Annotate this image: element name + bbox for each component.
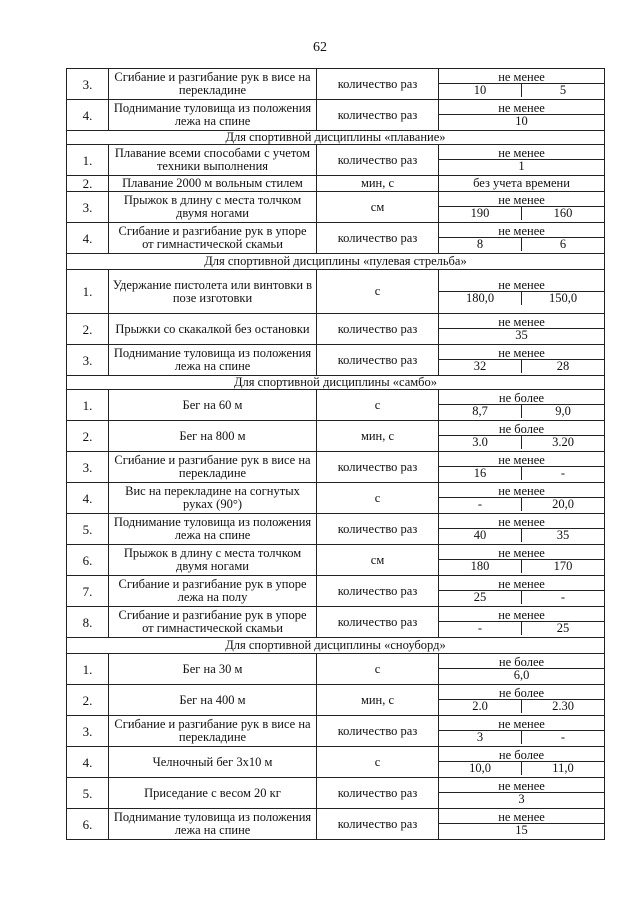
norm-values bbox=[439, 747, 605, 778]
norm-values bbox=[439, 778, 605, 809]
section-heading: Для спортивной дисциплины «самбо» bbox=[67, 376, 605, 390]
exercise-name: Сгибание и разгибание рук в упоре от гимнастической скамьи bbox=[109, 607, 317, 638]
row-number: 3. bbox=[67, 716, 109, 747]
exercise-name: Поднимание туловища из положения лежа на спине bbox=[109, 100, 317, 131]
unit-of-measure: мин, с bbox=[317, 421, 439, 452]
exercise-name: Поднимание туловища из положения лежа на спине bbox=[109, 345, 317, 376]
table-row bbox=[67, 809, 605, 840]
exercise-name: Челночный бег 3x10 м bbox=[109, 747, 317, 778]
exercise-name: Сгибание и разгибание рук в упоре лежа на полу bbox=[109, 576, 317, 607]
exercise-name: Прыжок в длину с места толчком двумя ногами bbox=[109, 545, 317, 576]
table-row bbox=[67, 778, 605, 809]
unit-of-measure: количество раз bbox=[317, 607, 439, 638]
norm-values-cells bbox=[439, 115, 604, 128]
norm-value-female: 170 bbox=[553, 559, 573, 573]
norm-values bbox=[439, 576, 605, 607]
unit-of-measure: мин, с bbox=[317, 685, 439, 716]
exercise-name: Прыжок в длину с места толчком двумя ногами bbox=[109, 192, 317, 223]
section-row bbox=[67, 376, 605, 390]
norm-header: не менее bbox=[439, 316, 604, 329]
unit-of-measure: количество раз bbox=[317, 314, 439, 345]
row-number: 8. bbox=[67, 607, 109, 638]
norm-values-cells bbox=[439, 360, 604, 373]
norm-values-cells bbox=[439, 793, 604, 806]
norm-values-cells bbox=[439, 762, 604, 775]
norm-values bbox=[439, 176, 605, 192]
norm-header: не менее bbox=[439, 279, 604, 292]
unit-of-measure: с bbox=[317, 747, 439, 778]
norm-value-female: 160 bbox=[553, 206, 573, 220]
table-row bbox=[67, 607, 605, 638]
norm-values bbox=[439, 654, 605, 685]
norm-values-cells bbox=[439, 529, 604, 542]
norm-values bbox=[439, 685, 605, 716]
norm-values bbox=[439, 270, 605, 314]
norm-values-cells bbox=[439, 84, 604, 97]
norm-value-female: 25 bbox=[556, 621, 570, 635]
norm-value-male: 3 bbox=[439, 731, 522, 744]
norm-values bbox=[439, 314, 605, 345]
norm-values-cells bbox=[439, 160, 604, 173]
norm-value-male: 10 bbox=[439, 84, 522, 97]
table-row bbox=[67, 483, 605, 514]
norm-values bbox=[439, 421, 605, 452]
table-row bbox=[67, 685, 605, 716]
norm-values-cells bbox=[439, 560, 604, 573]
exercise-name: Приседание с весом 20 кг bbox=[109, 778, 317, 809]
norm-value-female: 35 bbox=[556, 528, 570, 542]
norm-values-cells bbox=[439, 436, 604, 449]
norm-value-female: - bbox=[560, 590, 566, 604]
norm-value-male: 40 bbox=[439, 529, 522, 542]
norm-values-cells bbox=[439, 238, 604, 251]
norm-value-male: 3.0 bbox=[439, 436, 522, 449]
exercise-name: Бег на 400 м bbox=[109, 685, 317, 716]
table-row bbox=[67, 314, 605, 345]
norm-value-male: 25 bbox=[439, 591, 522, 604]
unit-of-measure: количество раз bbox=[317, 452, 439, 483]
norm-header: не менее bbox=[439, 102, 604, 115]
table-row bbox=[67, 100, 605, 131]
norm-value-male: 16 bbox=[439, 467, 522, 480]
norm-value-male: 3 bbox=[518, 792, 525, 806]
norm-header: не более bbox=[439, 392, 604, 405]
norm-values bbox=[439, 452, 605, 483]
norm-value-male: 2.0 bbox=[439, 700, 522, 713]
table-row bbox=[67, 576, 605, 607]
table-row bbox=[67, 452, 605, 483]
norm-values bbox=[439, 145, 605, 176]
norm-header: не менее bbox=[439, 347, 604, 360]
norm-values bbox=[439, 809, 605, 840]
norm-values-cells bbox=[439, 731, 604, 744]
norm-values-cells bbox=[439, 467, 604, 480]
table-row bbox=[67, 654, 605, 685]
row-number: 5. bbox=[67, 514, 109, 545]
row-number: 6. bbox=[67, 545, 109, 576]
exercise-name: Сгибание и разгибание рук в висе на перекладине bbox=[109, 452, 317, 483]
norm-value-female: - bbox=[560, 466, 566, 480]
norm-value-female: 3.20 bbox=[552, 435, 574, 449]
row-number: 3. bbox=[67, 345, 109, 376]
page-number: 62 bbox=[313, 40, 327, 55]
norm-value-male: 32 bbox=[439, 360, 522, 373]
row-number: 1. bbox=[67, 390, 109, 421]
norm-value-female: 20,0 bbox=[552, 497, 574, 511]
row-number: 4. bbox=[67, 747, 109, 778]
norm-header: не менее bbox=[439, 609, 604, 622]
exercise-name: Плавание 2000 м вольным стилем bbox=[109, 176, 317, 192]
section-heading: Для спортивной дисциплины «сноуборд» bbox=[67, 638, 605, 654]
norm-value-male: 15 bbox=[515, 823, 528, 837]
norm-values-cells bbox=[439, 700, 604, 713]
row-number: 6. bbox=[67, 809, 109, 840]
norm-values bbox=[439, 223, 605, 254]
norm-values bbox=[439, 514, 605, 545]
unit-of-measure: количество раз bbox=[317, 576, 439, 607]
unit-of-measure: количество раз bbox=[317, 69, 439, 100]
exercise-name: Бег на 30 м bbox=[109, 654, 317, 685]
unit-of-measure: количество раз bbox=[317, 716, 439, 747]
norm-value-male: 6,0 bbox=[513, 668, 530, 682]
norm-value-female: 6 bbox=[559, 237, 567, 251]
norm-values-cells bbox=[439, 824, 604, 837]
norm-value-female: 5 bbox=[559, 83, 567, 97]
unit-of-measure: количество раз bbox=[317, 809, 439, 840]
unit-of-measure: см bbox=[317, 545, 439, 576]
row-number: 1. bbox=[67, 654, 109, 685]
norm-values bbox=[439, 100, 605, 131]
norm-values-cells bbox=[439, 292, 604, 305]
table-row bbox=[67, 345, 605, 376]
norm-header: не более bbox=[439, 656, 604, 669]
row-number: 7. bbox=[67, 576, 109, 607]
table-row bbox=[67, 747, 605, 778]
norm-values bbox=[439, 69, 605, 100]
table-row bbox=[67, 176, 605, 192]
norm-header: не менее bbox=[439, 547, 604, 560]
row-number: 2. bbox=[67, 685, 109, 716]
norm-header: не менее bbox=[439, 578, 604, 591]
norm-header: не менее bbox=[439, 485, 604, 498]
unit-of-measure: количество раз bbox=[317, 345, 439, 376]
section-row bbox=[67, 638, 605, 654]
table-row bbox=[67, 192, 605, 223]
row-number: 2. bbox=[67, 176, 109, 192]
table-row bbox=[67, 390, 605, 421]
norm-value-male: 8 bbox=[439, 238, 522, 251]
norm-value-male: 35 bbox=[515, 328, 528, 342]
norm-values-cells bbox=[439, 669, 604, 682]
table-row bbox=[67, 223, 605, 254]
exercise-name: Прыжки со скакалкой без остановки bbox=[109, 314, 317, 345]
norm-value-female: 2.30 bbox=[552, 699, 574, 713]
table-row bbox=[67, 545, 605, 576]
exercise-name: Удержание пистолета или винтовки в позе изготовки bbox=[109, 270, 317, 314]
exercise-name: Бег на 60 м bbox=[109, 390, 317, 421]
exercise-name: Поднимание туловища из положения лежа на спине bbox=[109, 514, 317, 545]
row-number: 4. bbox=[67, 223, 109, 254]
norm-value-female: 9,0 bbox=[555, 404, 571, 418]
norm-header: не более bbox=[439, 749, 604, 762]
section-heading: Для спортивной дисциплины «пулевая стрельба» bbox=[67, 254, 605, 270]
norm-values bbox=[439, 345, 605, 376]
unit-of-measure: с bbox=[317, 654, 439, 685]
section-heading: Для спортивной дисциплины «плавание» bbox=[67, 131, 605, 145]
exercise-name: Сгибание и разгибание рук в висе на перекладине bbox=[109, 716, 317, 747]
norm-values bbox=[439, 545, 605, 576]
unit-of-measure: мин, с bbox=[317, 176, 439, 192]
norm-header: не менее bbox=[439, 194, 604, 207]
unit-of-measure: количество раз bbox=[317, 514, 439, 545]
row-number: 4. bbox=[67, 100, 109, 131]
norm-values-cells bbox=[439, 405, 604, 418]
row-number: 1. bbox=[67, 270, 109, 314]
section-row bbox=[67, 254, 605, 270]
unit-of-measure: количество раз bbox=[317, 778, 439, 809]
table-row bbox=[67, 716, 605, 747]
norm-value-male: 180,0 bbox=[439, 292, 522, 305]
norm-values bbox=[439, 192, 605, 223]
exercise-name: Сгибание и разгибание рук в упоре от гимнастической скамьи bbox=[109, 223, 317, 254]
norm-header: не менее bbox=[439, 780, 604, 793]
unit-of-measure: количество раз bbox=[317, 145, 439, 176]
norm-value-male: - bbox=[439, 622, 522, 635]
norm-values bbox=[439, 390, 605, 421]
norm-value-male: 190 bbox=[439, 207, 522, 220]
norm-value-male: 180 bbox=[439, 560, 522, 573]
table-row bbox=[67, 421, 605, 452]
norms-table bbox=[66, 68, 605, 840]
norm-header: не менее bbox=[439, 454, 604, 467]
norm-value-male: 10,0 bbox=[439, 762, 522, 775]
table-row bbox=[67, 69, 605, 100]
norm-value: без учета времени bbox=[473, 176, 570, 190]
unit-of-measure: с bbox=[317, 270, 439, 314]
norm-header: не более bbox=[439, 423, 604, 436]
exercise-name: Сгибание и разгибание рук в висе на перекладине bbox=[109, 69, 317, 100]
norm-values-cells bbox=[439, 591, 604, 604]
norm-values-cells bbox=[439, 498, 604, 511]
table-row bbox=[67, 514, 605, 545]
norm-value-female: - bbox=[560, 730, 566, 744]
norm-header: не менее bbox=[439, 516, 604, 529]
row-number: 3. bbox=[67, 452, 109, 483]
norms-table-body bbox=[67, 69, 605, 840]
row-number: 3. bbox=[67, 192, 109, 223]
norm-values-cells bbox=[439, 622, 604, 635]
unit-of-measure: количество раз bbox=[317, 100, 439, 131]
norm-value-male: - bbox=[439, 498, 522, 511]
unit-of-measure: количество раз bbox=[317, 223, 439, 254]
norm-values-cells bbox=[439, 207, 604, 220]
exercise-name: Поднимание туловища из положения лежа на спине bbox=[109, 809, 317, 840]
norm-values bbox=[439, 716, 605, 747]
row-number: 5. bbox=[67, 778, 109, 809]
norm-value-female: 150,0 bbox=[548, 290, 578, 305]
row-number: 4. bbox=[67, 483, 109, 514]
norm-value-female: 28 bbox=[556, 359, 570, 373]
row-number: 2. bbox=[67, 314, 109, 345]
norm-value-male: 10 bbox=[515, 114, 528, 128]
norm-values bbox=[439, 607, 605, 638]
norm-values bbox=[439, 483, 605, 514]
row-number: 3. bbox=[67, 69, 109, 100]
row-number: 1. bbox=[67, 145, 109, 176]
exercise-name: Плавание всеми способами с учетом техники выполнения bbox=[109, 145, 317, 176]
norm-header: не более bbox=[439, 687, 604, 700]
table-row bbox=[67, 270, 605, 314]
section-row bbox=[67, 131, 605, 145]
row-number: 2. bbox=[67, 421, 109, 452]
table-row bbox=[67, 145, 605, 176]
exercise-name: Вис на перекладине на согнутых руках (90°) bbox=[109, 483, 317, 514]
unit-of-measure: см bbox=[317, 192, 439, 223]
norm-header: не менее bbox=[439, 71, 604, 84]
norm-header: не менее bbox=[439, 225, 604, 238]
unit-of-measure: с bbox=[317, 483, 439, 514]
norm-value-male: 1 bbox=[518, 159, 525, 173]
norm-value-female: 11,0 bbox=[552, 761, 574, 775]
unit-of-measure: с bbox=[317, 390, 439, 421]
norm-header: не менее bbox=[439, 147, 604, 160]
exercise-name: Бег на 800 м bbox=[109, 421, 317, 452]
norm-header: не менее bbox=[439, 811, 604, 824]
norm-header: не менее bbox=[439, 718, 604, 731]
norm-values-cells bbox=[439, 329, 604, 342]
norm-value-male: 8,7 bbox=[439, 405, 522, 418]
